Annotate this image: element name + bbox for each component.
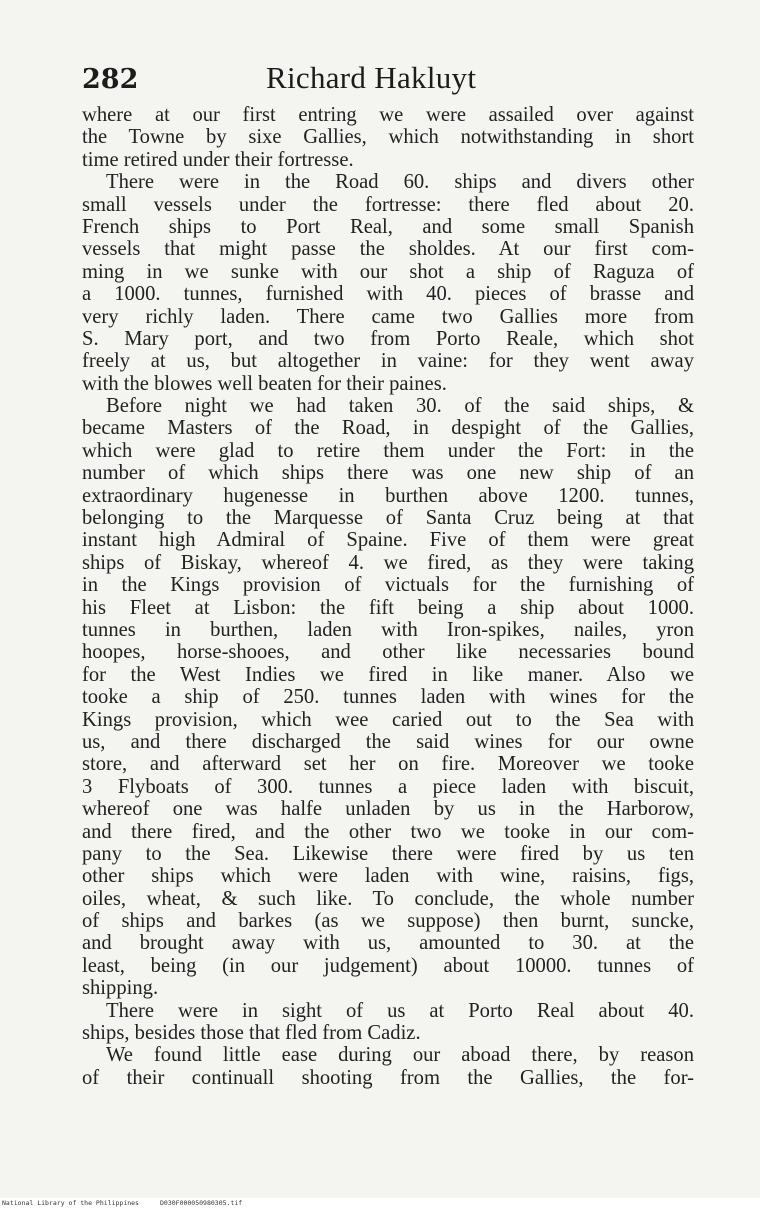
text-line: his Fleet at Lisbon: the fift being a ship about 1000. [82,596,694,619]
text-line: belonging to the Marquesse of Santa Cruz being at that [82,507,694,530]
text-line: very richly laden. There came two Gallies more from [82,305,694,328]
running-head: Richard Hakluyt [266,60,477,95]
text-line: French ships to Port Real, and some small Spanish [82,215,694,238]
text-line: There were in the Road 60. ships and divers other [106,171,694,194]
text-line: tunnes in burthen, laden with Iron-spikes, nailes, yron [82,618,694,641]
text-line: store, and afterward set her on fire. Moreover we tooke [82,753,694,776]
text-line: became Masters of the Road, in despight of the Gallies, [82,417,694,440]
text-line: oiles, wheat, & such like. To conclude, the whole number [82,887,694,910]
text-line: other ships which were laden with wine, raisins, figs, [82,865,694,888]
scan-footer-filename: D030F000050980305.tif [160,1199,243,1207]
text-line: number of which ships there was one new ship of an [82,462,694,485]
text-line: where at our first entring we were assailed over against [82,104,694,126]
text-line: us, and there discharged the said wines for our owne [82,730,694,753]
text-line: which were glad to retire them under the Fort: in the [82,439,694,462]
text-line: pany to the Sea. Likewise there were fired by us ten [82,842,694,865]
text-line: shipping. [82,977,159,1000]
text-line: and there fired, and the other two we tooke in our com- [82,820,694,843]
body-text [82,104,694,1089]
text-line: There were in sight of us at Porto Real about 40. [106,999,694,1022]
text-line: ships, besides those that fled from Cadiz. [82,1022,421,1045]
text-line: S. Mary port, and two from Porto Reale, which shot [82,327,694,350]
text-line: time retired under their fortresse. [82,148,354,171]
text-line: whereof one was halfe unladen by us in the Harborow, [82,798,694,821]
text-line: with the blowes well beaten for their paines. [82,372,447,395]
text-line: freely at us, but altogether in vaine: for they went away [82,350,694,373]
text-line: the Towne by sixe Gallies, which notwithstanding in short [82,126,694,149]
text-line: for the West Indies we fired in like maner. Also we [82,663,694,686]
text-line: We found little ease during our aboad there, by reason [106,1044,694,1067]
page-header [82,60,692,100]
text-line: least, being (in our judgement) about 10000. tunnes of [82,954,694,977]
page-number: 282 [82,64,139,95]
text-line: Kings provision, which wee caried out to the Sea with [82,708,694,731]
text-line: of ships and barkes (as we suppose) then burnt, suncke, [82,910,694,933]
text-line: vessels that might passe the sholdes. At our first com- [82,238,694,261]
text-line: and brought away with us, amounted to 30. at the [82,932,694,955]
text-line: 3 Flyboats of 300. tunnes a piece laden with biscuit, [82,775,694,798]
text-line: extraordinary hugenesse in burthen above 1200. tunnes, [82,484,694,507]
text-line: instant high Admiral of Spaine. Five of them were great [82,529,694,552]
text-line: ming in we sunke with our shot a ship of Raguza of [82,260,694,283]
text-line: of their continuall shooting from the Gallies, the for- [82,1066,694,1089]
text-line: Before night we had taken 30. of the said ships, & [106,395,694,418]
text-line: small vessels under the fortresse: there fled about 20. [82,193,694,216]
text-line: tooke a ship of 250. tunnes laden with wines for the [82,686,694,709]
text-line: a 1000. tunnes, furnished with 40. pieces of brasse and [82,283,694,306]
text-line: ships of Biskay, whereof 4. we fired, as they were taking [82,551,694,574]
text-line: in the Kings provision of victuals for the furnishing of [82,574,694,597]
text-line: hoopes, horse-shooes, and other like necessaries bound [82,641,694,664]
scan-footer-library: National Library of the Philippines [2,1199,139,1207]
